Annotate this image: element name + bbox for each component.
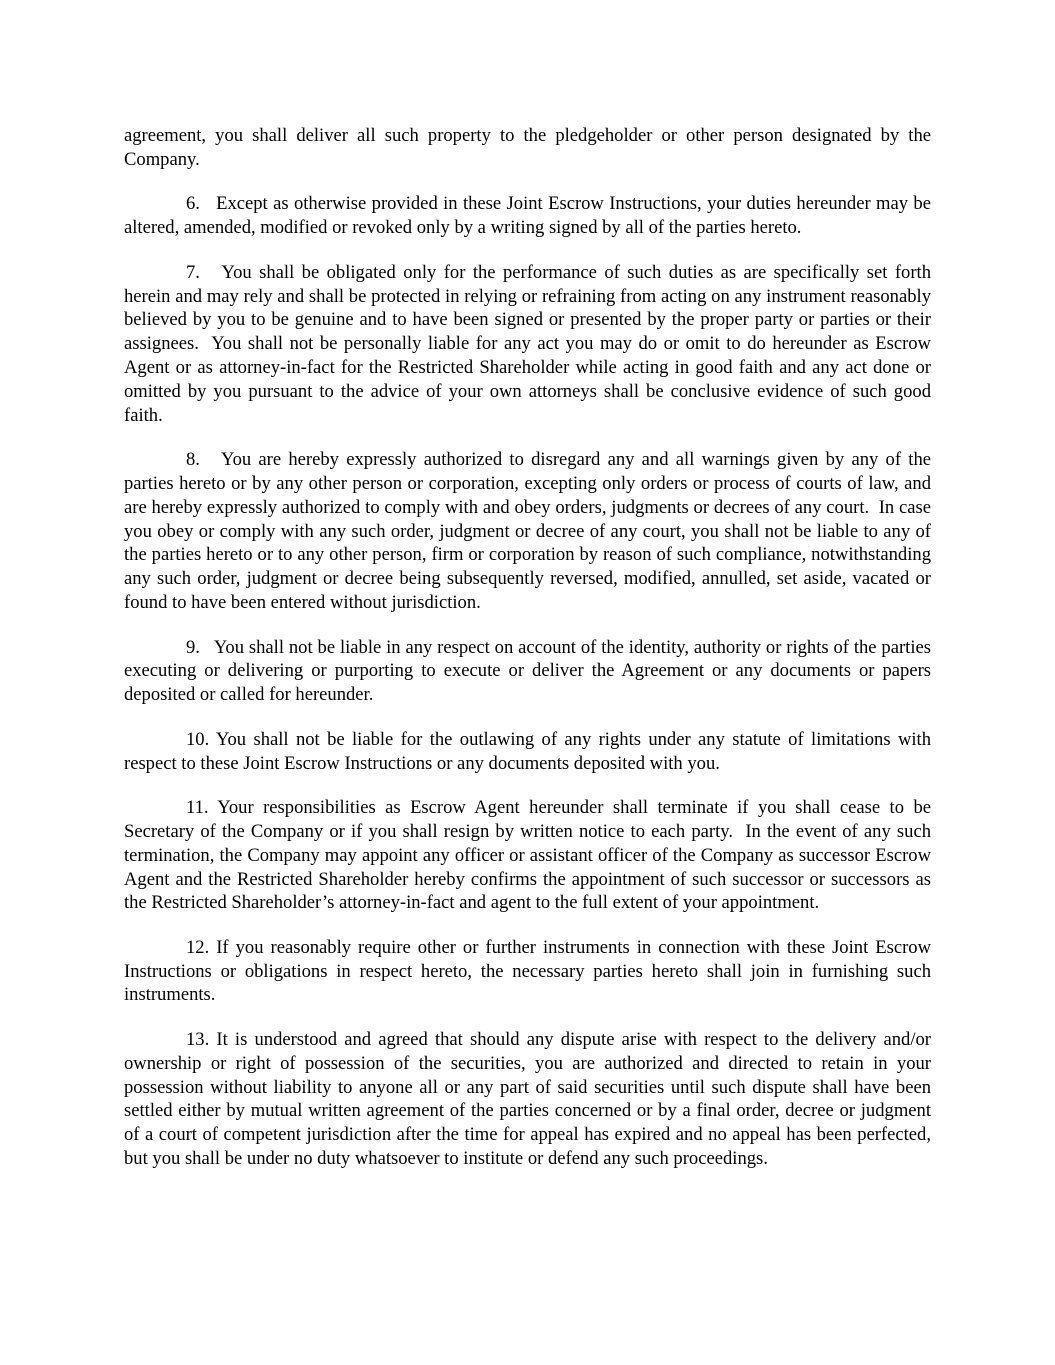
paragraph-continuation: agreement, you shall deliver all such property to the pledgeholder or other person designated by the Company. <box>124 125 931 170</box>
paragraph-13: 13. It is understood and agreed that should any dispute arise with respect to the delivery and/or ownership or right of possession of the securities, you are authorized and directed to retain in your possession without liability to anyone all or any part of said securities until such dispute shall have been settled either by mutual written agreement of the parties concerned or by a final order, decree or judgment of a court of competent jurisdiction after the time for appeal has expired and no appeal has been perfected, but you shall be under no duty whatsoever to institute or defend any such proceedings. <box>124 1029 931 1170</box>
paragraph-10: 10. You shall not be liable for the outlawing of any rights under any statute of limitations with respect to these Joint Escrow Instructions or any documents deposited with you. <box>124 728 931 774</box>
paragraph-11: 11. Your responsibilities as Escrow Agent hereunder shall terminate if you shall cease to be Secretary of the Company or if you shall resign by written notice to each party. In the event of any such termination, the Company may appoint any officer or assistant officer of the Company as successor Escrow Agent and the Restricted Shareholder hereby confirms the appointment of such successor or successors as the Restricted Shareholder’s attorney-in-fact and agent to the full extent of your appointment. <box>124 797 931 914</box>
document-page <box>124 124 931 1171</box>
paragraph-9: 9. You shall not be liable in any respect on account of the identity, authority or rights of the parties executing or delivering or purporting to execute or deliver the Agreement or any documents or papers deposited or called for hereunder. <box>124 636 931 706</box>
paragraph-8: 8. You are hereby expressly authorized to disregard any and all warnings given by any of the parties hereto or by any other person or corporation, excepting only orders or process of courts of law, and are hereby expressly authorized to comply with and obey orders, judgments or decrees of any court. In case you obey or comply with any such order, judgment or decree of any court, you shall not be liable to any of the parties hereto or to any other person, firm or corporation by reason of such compliance, notwithstanding any such order, judgment or decree being subsequently reversed, modified, annulled, set aside, vacated or found to have been entered without jurisdiction. <box>124 449 931 613</box>
paragraph-7: 7. You shall be obligated only for the performance of such duties as are specifically set forth herein and may rely and shall be protected in relying or refraining from acting on any instrument reasonably believed by you to be genuine and to have been signed or presented by the proper party or parties or their assignees. You shall not be personally liable for any act you may do or omit to do hereunder as Escrow Agent or as attorney-in-fact for the Restricted Shareholder while acting in good faith and any act done or omitted by you pursuant to the advice of your own attorneys shall be conclusive evidence of such good faith. <box>124 261 931 426</box>
paragraph-12: 12. If you reasonably require other or further instruments in connection with these Joint Escrow Instructions or obligations in respect hereto, the necessary parties hereto shall join in furnishing such instruments. <box>124 936 931 1006</box>
paragraph-6: 6. Except as otherwise provided in these Joint Escrow Instructions, your duties hereunder may be altered, amended, modified or revoked only by a writing signed by all of the parties hereto. <box>124 193 931 239</box>
